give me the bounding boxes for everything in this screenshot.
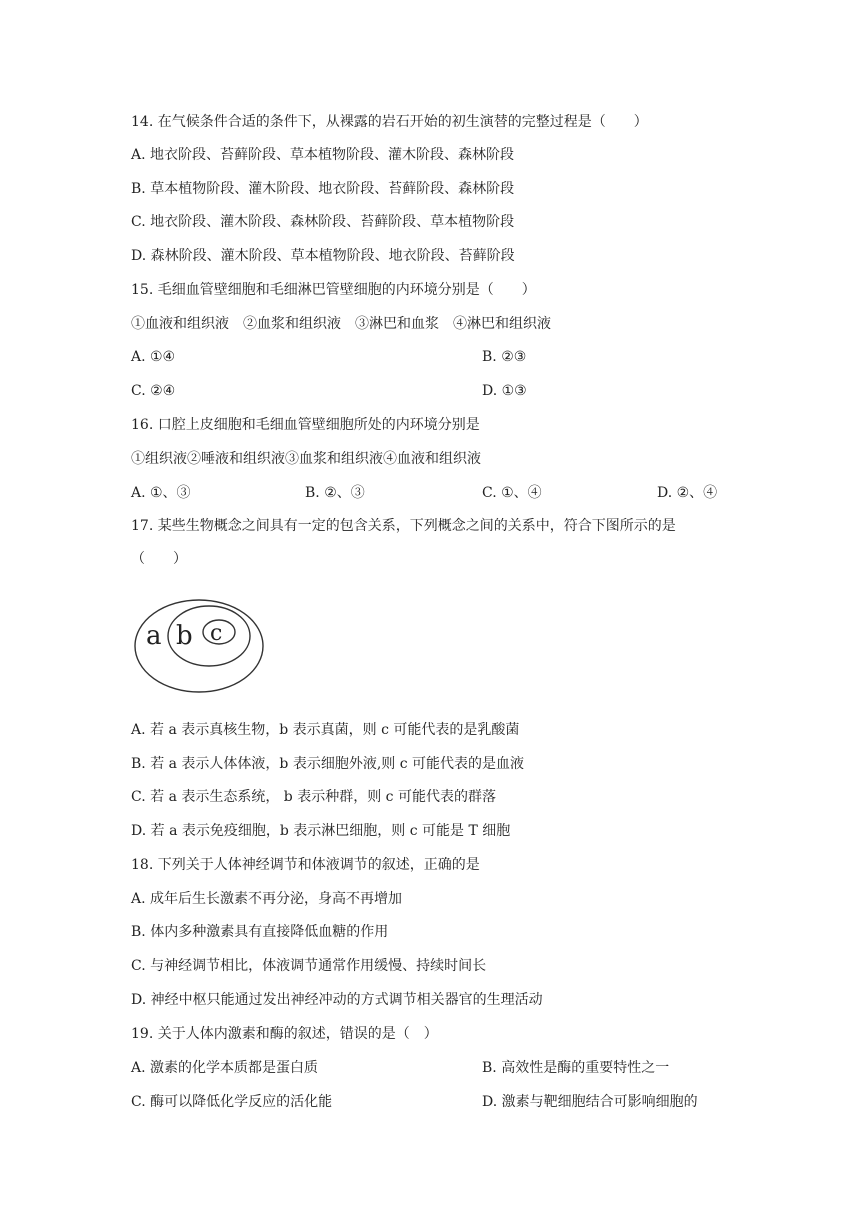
question-16-stem: 16. 口腔上皮细胞和毛细血管壁细胞所处的内环境分别是	[131, 417, 480, 433]
question-14-option-d: D. 森林阶段、灌木阶段、草本植物阶段、地衣阶段、苔藓阶段	[131, 248, 515, 264]
question-18-option-d: D. 神经中枢只能通过发出神经冲动的方式调节相关器官的生理活动	[131, 992, 543, 1008]
question-14-option-c: C. 地衣阶段、灌木阶段、森林阶段、苔藓阶段、草本植物阶段	[131, 214, 515, 230]
question-19-stem: 19. 关于人体内激素和酶的叙述，错误的是（ ）	[131, 1026, 438, 1042]
question-15-option-b: B. ②③	[482, 349, 527, 365]
question-17-option-d: D. 若 a 表示免疫细胞，b 表示淋巴细胞，则 c 可能是 T 细胞	[131, 823, 511, 839]
set-b-label: b	[176, 621, 193, 651]
question-18-option-b: B. 体内多种激素具有直接降低血糖的作用	[131, 924, 389, 940]
question-16-option-a: A. ①、③	[131, 485, 191, 501]
question-17-stem: 17. 某些生物概念之间具有一定的包含关系，下列概念之间的关系中，符合下图所示的是	[131, 518, 676, 534]
question-18-option-c: C. 与神经调节相比，体液调节通常作用缓慢、持续时间长	[131, 958, 487, 974]
question-17-option-b: B. 若 a 表示人体体液，b 表示细胞外液,则 c 可能代表的是血液	[131, 756, 525, 772]
question-19-option-c: C. 酶可以降低化学反应的活化能	[131, 1094, 333, 1110]
question-15-option-c: C. ②④	[131, 383, 176, 399]
question-19-options-row-1	[131, 1059, 731, 1077]
question-17-option-a: A. 若 a 表示真核生物，b 表示真菌，则 c 可能代表的是乳酸菌	[131, 722, 520, 738]
question-15-option-a: A. ①④	[131, 349, 176, 365]
question-14-option-b: B. 草本植物阶段、灌木阶段、地衣阶段、苔藓阶段、森林阶段	[131, 181, 515, 197]
question-17-option-c: C. 若 a 表示生态系统， b 表示种群，则 c 可能代表的群落	[131, 789, 496, 805]
question-19-options-row-2	[131, 1093, 731, 1111]
question-18-option-a: A. 成年后生长激素不再分泌，身高不再增加	[131, 891, 403, 907]
question-15-options-row-1	[131, 348, 731, 366]
question-15-options-row-2	[131, 382, 731, 400]
question-16-option-c: C. ①、④	[482, 485, 542, 501]
question-17-stem-continued: （ ）	[131, 551, 187, 567]
question-15-option-d: D. ①③	[482, 383, 527, 399]
question-16-option-b: B. ②、③	[305, 485, 365, 501]
question-19-option-b: B. 高效性是酶的重要特性之一	[482, 1060, 670, 1076]
question-19-option-a: A. 激素的化学本质都是蛋白质	[131, 1060, 319, 1076]
question-18-stem: 18. 下列关于人体神经调节和体液调节的叙述，正确的是	[131, 857, 480, 873]
question-14-stem: 14. 在气候条件合适的条件下，从裸露的岩石开始的初生演替的完整过程是（ ）	[131, 114, 648, 130]
question-19-option-d: D. 激素与靶细胞结合可影响细胞的	[482, 1094, 698, 1110]
question-16-items: ①组织液②唾液和组织液③血浆和组织液④血液和组织液	[131, 451, 481, 467]
question-15-items: ①血液和组织液 ②血浆和组织液 ③淋巴和血浆 ④淋巴和组织液	[131, 316, 551, 332]
question-16-option-d: D. ②、④	[657, 485, 718, 501]
set-a-label: a	[146, 621, 162, 651]
question-14-option-a: A. 地衣阶段、苔藓阶段、草本植物阶段、灌木阶段、森林阶段	[131, 147, 515, 163]
question-15-stem: 15. 毛细血管壁细胞和毛细淋巴管壁细胞的内环境分别是（ ）	[131, 282, 536, 298]
nested-sets-diagram	[132, 596, 266, 696]
question-16-options-row	[131, 484, 731, 502]
set-c-label: c	[210, 621, 223, 646]
